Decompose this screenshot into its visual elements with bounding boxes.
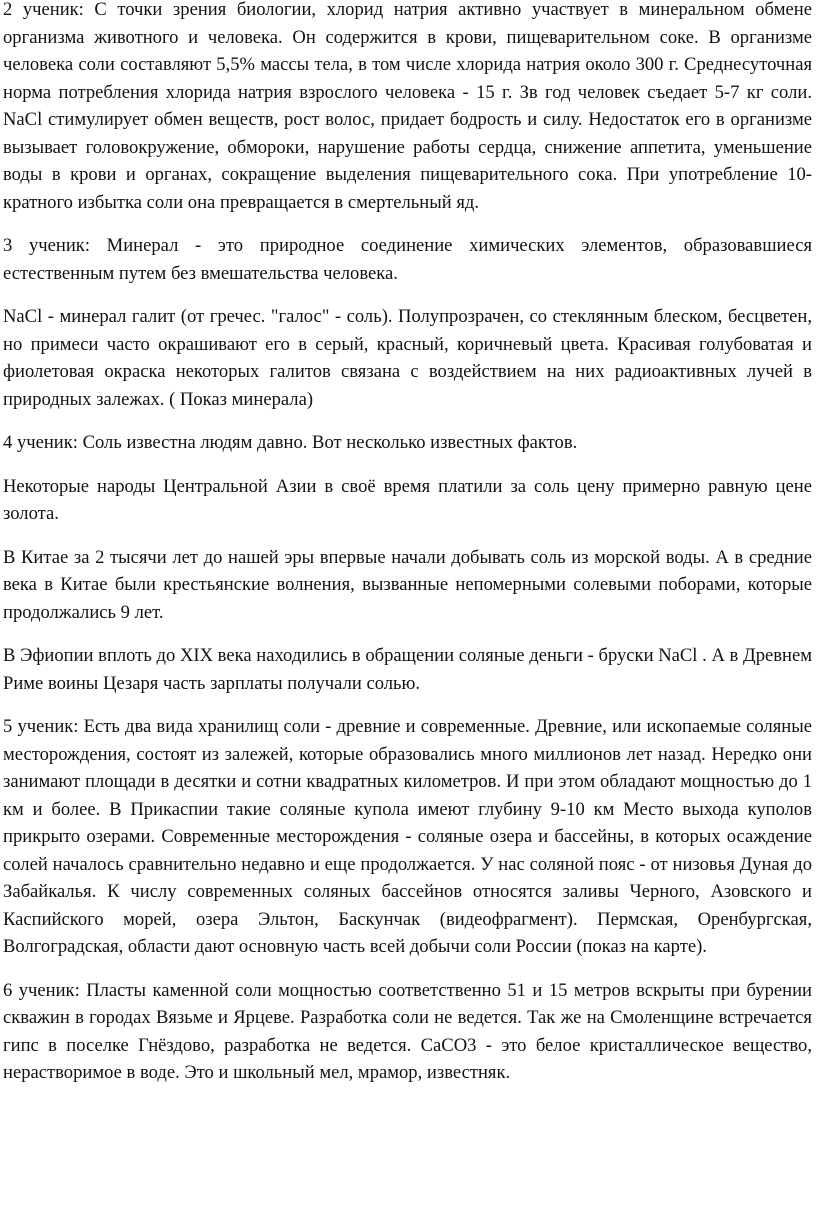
paragraph-halite-description: NaCl - минерал галит (от гречес. "галос" - соль). Полупрозрачен, со стеклянным блеском, бесцветен, но примеси часто окрашивают его в серый, красный, коричневый цвета. Красивая голубоватая и фиолетовая окраска некоторых галитов связана с воздействием на них радиоактивных лучей в природных залежах. ( Показ минерала) <box>3 306 812 410</box>
paragraph-ethiopia-rome-fact: В Эфиопии вплоть до XIX века находились в обращении соляные деньги - бруски NaCl . А в Древнем Риме воины Цезаря часть зарплаты получали солью. <box>3 645 812 694</box>
paragraph-student-4-intro: 4 ученик: Соль известна людям давно. Вот несколько известных фактов. <box>3 432 578 453</box>
paragraph-student-2-biology: 2 ученик: С точки зрения биологии, хлорид натрия активно участвует в минеральном обмене организма животного и человека. Он содержится в крови, пищеварительном соке. В организме человека соли составляют 5,5% массы тела, в том числе хлорида натрия около 300 г. Среднесуточная норма потребления хлорида натрия взрослого человека - 15 г. Зв год человек съедает 5-7 кг соли. NaCl стимулирует обмен веществ, рост волос, придает бодрость и силу. Недостаток его в организме вызывает головокружение, обмороки, нарушение работы сердца, снижение аппетита, уменьшение воды в крови и органах, сокращение выделения пищеварительного сока. При употребление 10-кратного избытка соли она превращается в смертельный яд. <box>3 0 812 213</box>
paragraph-china-fact: В Китае за 2 тысячи лет до нашей эры впервые начали добывать соль из морской воды. А в средние века в Китае были крестьянские волнения, вызванные непомерными солевыми поборами, которые продолжались 9 лет. <box>3 546 812 623</box>
paragraph-student-6-smolensk: 6 ученик: Пласты каменной соли мощностью соответственно 51 и 15 метров вскрыты при бурении скважин в городах Вязьме и Ярцеве. Разработка соли не ведется. Так же на Смоленщине встречается гипс в поселке Гнёздово, разработка не ведется. СаСО3 - это белое кристаллическое вещество, нерастворимое в воде. Это и школьный мел, мрамор, известняк. <box>3 979 812 1083</box>
paragraph-central-asia-fact: Некоторые народы Центральной Азии в своё время платили за соль цену примерно равную цене золота. <box>3 475 812 524</box>
paragraph-student-3-mineral-definition: 3 ученик: Минерал - это природное соединение химических элементов, образовавшиеся естественным путем без вмешательства человека. <box>3 235 812 284</box>
paragraph-student-5-deposits: 5 ученик: Есть два вида хранилищ соли - древние и современные. Древние, или ископаемые соляные месторождения, состоят из залежей, которые образовались много миллионов лет назад. Нередко они занимают площади в десятки и сотни квадратных километров. И при этом обладают мощностью до 1 км и более. В Прикаспии такие соляные купола имеют глубину 9-10 км Место выхода куполов прикрыто озерами. Современные месторождения - соляные озера и бассейны, в которых осаждение солей началось сравнительно недавно и еще продолжается. У нас соляной пояс - от низовья Дуная до Забайкалья. К числу современных соляных бассейнов относятся заливы Черного, Азовского и Каспийского морей, озера Эльтон, Баскунчак (видеофрагмент). Пермская, Оренбургская, Волгоградская, области дают основную часть всей добычи соли России (показ на карте). <box>3 716 812 957</box>
